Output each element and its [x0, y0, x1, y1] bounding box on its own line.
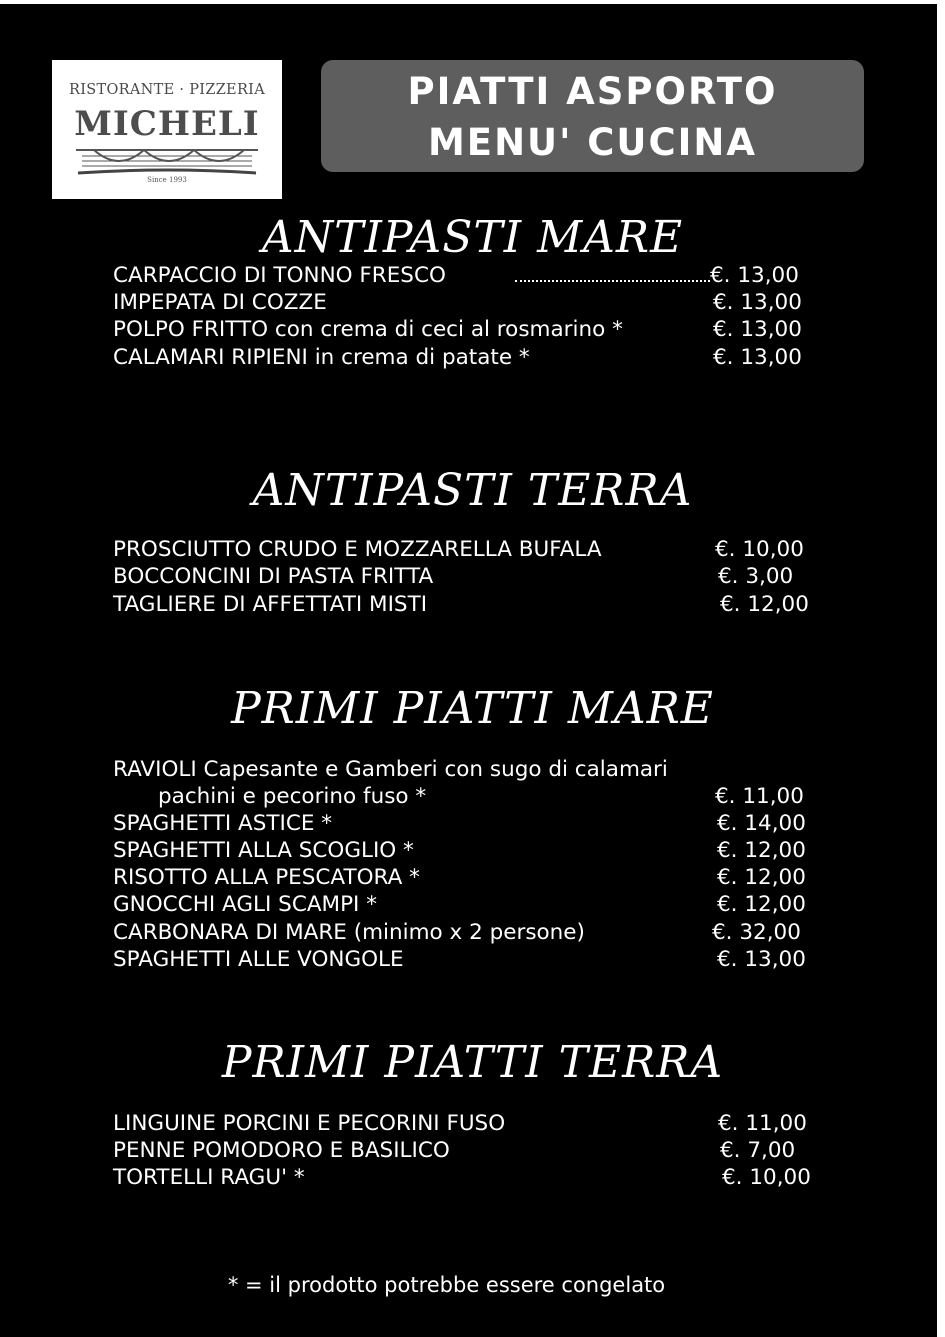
logo-name: MICHELI	[74, 104, 260, 144]
menu-item	[113, 591, 825, 618]
item-name: LINGUINE PORCINI E PECORINI FUSO	[113, 1111, 506, 1136]
menu-item	[113, 919, 825, 946]
menu-item	[113, 316, 825, 343]
item-price: €. 3,00	[718, 564, 794, 589]
item-price: €. 13,00	[713, 290, 802, 315]
item-name: pachini e pecorino fuso *	[158, 784, 427, 809]
item-price: €. 13,00	[710, 263, 799, 288]
menu-item	[113, 536, 825, 563]
item-name: SPAGHETTI ALLA SCOGLIO *	[113, 838, 414, 863]
item-price: €. 14,00	[717, 811, 806, 836]
item-name: GNOCCHI AGLI SCAMPI *	[113, 892, 377, 917]
menu-item	[113, 289, 825, 316]
item-price: €. 7,00	[720, 1138, 796, 1163]
menu-item	[113, 783, 825, 810]
item-name: BOCCONCINI DI PASTA FRITTA	[113, 564, 434, 589]
item-name: IMPEPATA DI COZZE	[113, 290, 327, 315]
item-price: €. 12,00	[717, 838, 806, 863]
logo-since: Since 1993	[147, 176, 187, 184]
item-name: CALAMARI RIPIENI in crema di patate *	[113, 345, 530, 370]
item-price: €. 12,00	[717, 892, 806, 917]
menu-item	[113, 1164, 825, 1191]
item-price: €. 11,00	[715, 784, 804, 809]
menu-item	[113, 946, 825, 973]
section-title-primi-terra: PRIMI PIATTI TERRA	[221, 1037, 724, 1088]
menu-item	[113, 1137, 825, 1164]
dotted-leader	[515, 280, 710, 282]
menu-item	[113, 837, 825, 864]
menu-item	[113, 864, 825, 891]
item-price: €. 32,00	[712, 920, 801, 945]
item-name: CARBONARA DI MARE (minimo x 2 persone)	[113, 920, 585, 945]
item-price: €. 10,00	[722, 1165, 811, 1190]
item-price: €. 10,00	[715, 537, 804, 562]
item-name: RAVIOLI Capesante e Gamberi con sugo di calamari	[113, 757, 668, 782]
item-name: RISOTTO ALLA PESCATORA *	[113, 865, 420, 890]
item-price: €. 11,00	[718, 1111, 807, 1136]
menu-item	[113, 756, 825, 783]
item-name: TORTELLI RAGU' *	[113, 1165, 305, 1190]
bridge-emblem-icon	[74, 146, 260, 176]
section-title-antipasti-terra: ANTIPASTI TERRA	[252, 465, 693, 516]
menu-item	[113, 344, 825, 371]
menu-item	[113, 810, 825, 837]
item-name: PROSCIUTTO CRUDO E MOZZARELLA BUFALA	[113, 537, 602, 562]
menu-item	[113, 262, 825, 289]
item-name: SPAGHETTI ALLE VONGOLE	[113, 947, 404, 972]
menu-item	[113, 1110, 825, 1137]
menu-item	[113, 891, 825, 918]
item-name: POLPO FRITTO con crema di ceci al rosmarino *	[113, 317, 623, 342]
menu-item	[113, 563, 825, 590]
title-line-1: PIATTI ASPORTO	[407, 70, 778, 113]
item-name: PENNE POMODORO E BASILICO	[113, 1138, 450, 1163]
restaurant-logo	[52, 60, 282, 199]
item-price: €. 13,00	[717, 947, 806, 972]
item-name: SPAGHETTI ASTICE *	[113, 811, 333, 836]
menu-page	[0, 4, 937, 1337]
item-price: €. 13,00	[713, 317, 802, 342]
title-line-2: MENU' CUCINA	[427, 121, 758, 164]
item-name: TAGLIERE DI AFFETTATI MISTI	[113, 592, 428, 617]
item-name: CARPACCIO DI TONNO FRESCO	[113, 263, 446, 288]
menu-title-box	[321, 60, 864, 172]
item-price: €. 13,00	[713, 345, 802, 370]
item-price: €. 12,00	[720, 592, 809, 617]
section-title-primi-mare: PRIMI PIATTI MARE	[231, 683, 714, 734]
frozen-product-note: * = il prodotto potrebbe essere congelato	[227, 1273, 666, 1297]
item-price: €. 12,00	[717, 865, 806, 890]
section-title-antipasti-mare: ANTIPASTI MARE	[261, 212, 684, 263]
logo-subtitle: RISTORANTE · PIZZERIA	[69, 82, 265, 98]
